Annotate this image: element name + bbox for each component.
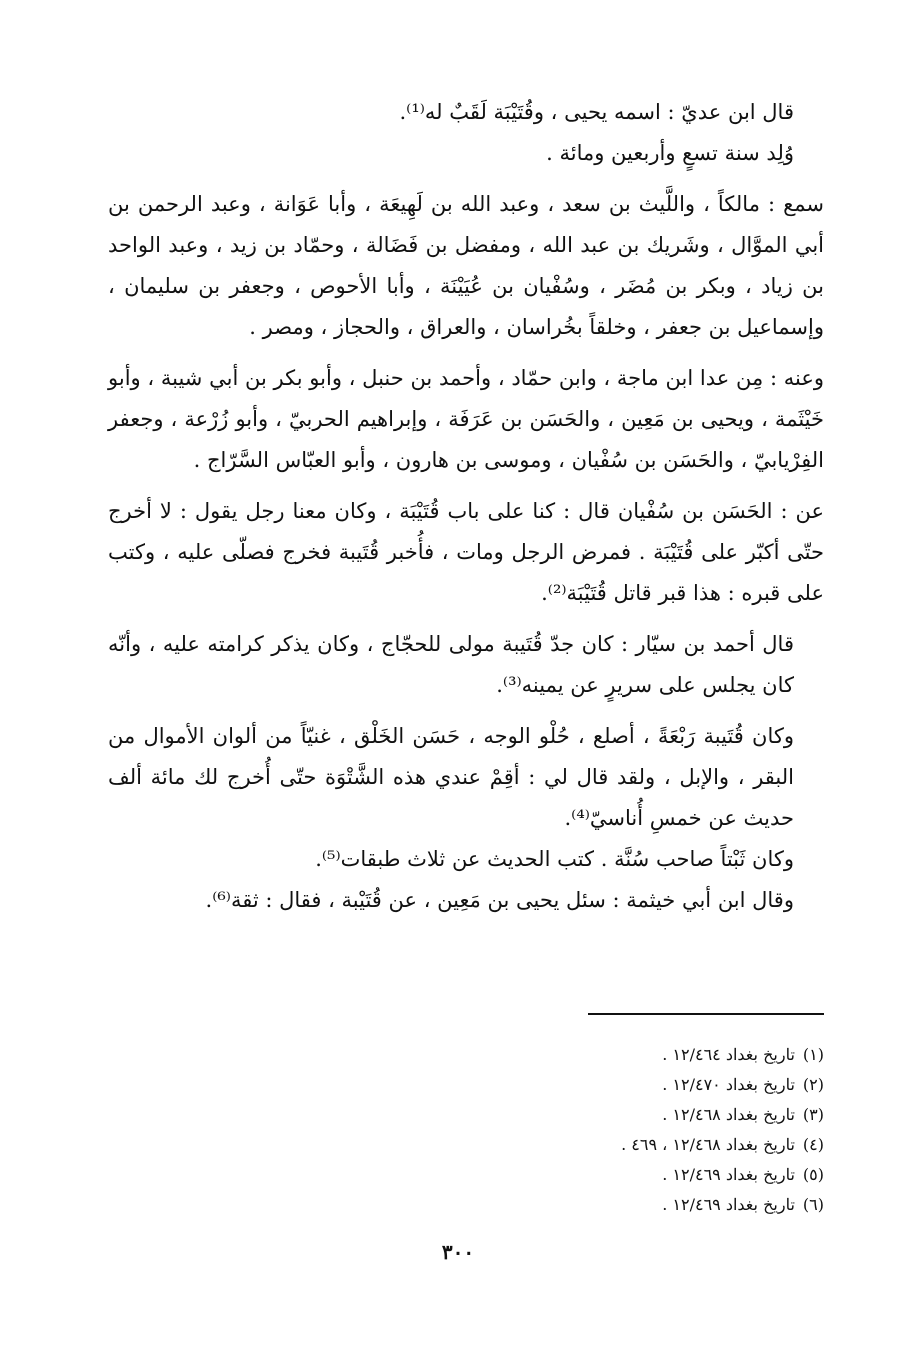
paragraph-narrated-by: وعنه : مِن عدا ابن ماجة ، وابن حمّاد ، وأحمد بن حنبل ، وأبو بكر بن أبي شيبة ، وأبو خَيْثَمة ، ويحيى بن مَعِين ، والحَسَن بن عَرَفَة ، وإبراهيم الحربيّ ، وأبو زُرْعة ، وجعفر الفِرْيابيّ ، والحَسَن بن سُفْيان ، وموسى بن هارون ، وأبو العبّاس السَّرّاج . [108,366,824,472]
footnote-text: تاريخ بغداد ١٢/٤٦٤ . [662,1045,795,1064]
footnote-number: (٢) [802,1075,824,1094]
footnote-item [108,1190,824,1220]
footnote-number: (٦) [802,1195,824,1214]
footnote-item [108,1100,824,1130]
footnote-item [108,1070,824,1100]
footnote-text: تاريخ بغداد ١٢/٤٦٩ . [662,1165,795,1184]
footnote-text: تاريخ بغداد ١٢/٤٧٠ . [662,1075,795,1094]
footnote-item [108,1040,824,1070]
page-number: ٣٠٠ [441,1240,475,1264]
footnote-text: تاريخ بغداد ١٢/٤٦٨ . [662,1105,795,1124]
footnote-number: (٥) [802,1165,824,1184]
paragraph-ibn-abi-khaythama: وقال ابن أبي خيثمة : سئل يحيى بن مَعِين ، عن قُتَيْبة ، فقال : ثقة⁽⁶⁾. [205,888,794,912]
footnotes-list [108,1040,824,1220]
paragraph-hasan-story: عن : الحَسَن بن سُفْيان قال : كنا على باب قُتَيْبَة ، وكان معنا رجل يقول : لا أخرج حتّى أكبّر على قُتَيْبَة . فمرض الرجل ومات ، فأُخبر قُتَيبة فخرج فصلّى عليه ، وكتب على قبره : هذا قبر قاتل قُتَيْبَة⁽²⁾. [108,499,824,605]
footnote-number: (٤) [802,1135,824,1154]
paragraph-birth: وُلِد سنة تسعٍ وأربعين ومائة . [546,141,794,165]
footnote-text: تاريخ بغداد ١٢/٤٦٨ ، ٤٦٩ . [621,1135,795,1154]
main-text [108,92,824,921]
paragraph-ahmad-sayyar: قال أحمد بن سيّار : كان جدّ قُتَيبة مولى للحجّاج ، وكان يذكر كرامته عليه ، وأنّه كان يجلس على سريرٍ عن يمينه⁽³⁾. [108,632,794,697]
footnote-item [108,1160,824,1190]
footnote-text: تاريخ بغداد ١٢/٤٦٩ . [662,1195,795,1214]
paragraph-heard-from: سمع : مالكاً ، واللَّيث بن سعد ، وعبد الله بن لَهِيعَة ، وأبا عَوَانة ، وعبد الرحمن بن أبي الموَّال ، وشَريك بن عبد الله ، ومفضل بن فَضَالة ، وحمّاد بن زيد ، وعبد الواحد بن زياد ، وبكر بن مُضَر ، وسُفْيان بن عُيَيْنَة ، وأبا الأحوص ، وجعفر بن سليمان ، وإسماعيل بن جعفر ، وخلقاً بخُراسان ، والعراق ، والحجاز ، ومصر . [108,192,824,339]
paragraph-ibn-adi: قال ابن عديّ : اسمه يحيى ، وقُتَيْبَة لَقَبٌ له⁽¹⁾. [399,100,794,124]
footnote-number: (٣) [802,1105,824,1124]
paragraph-sunna: وكان ثَبْتاً صاحب سُنَّة . كتب الحديث عن ثلاث طبقات⁽⁵⁾. [315,847,794,871]
paragraph-description: وكان قُتَيبة رَبْعَةً ، أصلع ، حُلْو الوجه ، حَسَن الخَلْق ، غنيّاً من ألوان الأموال من البقر ، والإبل ، ولقد قال لي : أقِمْ عندي هذه الشَّتْوَة حتّى أُخرج لك مائة ألف حديث عن خمسِ أُناسيّ⁽⁴⁾. [108,724,794,830]
footnote-divider [588,1013,824,1015]
footnote-item [108,1130,824,1160]
footnote-number: (١) [802,1045,824,1064]
